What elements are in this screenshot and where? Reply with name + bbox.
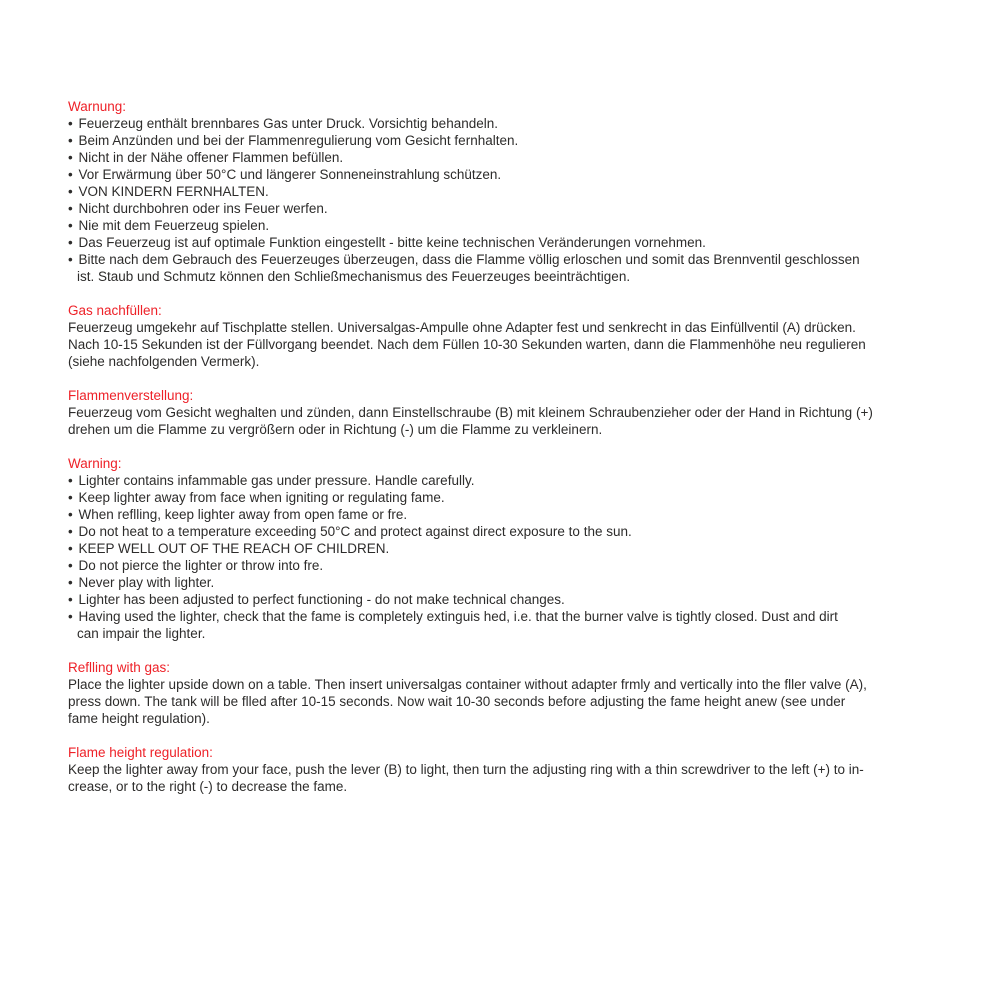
- paragraph: [68, 761, 938, 795]
- text-line: KEEP WELL OUT OF THE REACH OF CHILDREN.: [78, 541, 390, 556]
- text-line: VON KINDERN FERNHALTEN.: [78, 184, 269, 199]
- bullet-item: [68, 115, 938, 132]
- bullet-item: [68, 132, 938, 149]
- text-line: Keep the lighter away from your face, push the lever (B) to light, then turn the adjusting ring with a thin screwdriver to the left (+) to in-: [68, 762, 864, 777]
- text-line: press down. The tank will be flled after 10-15 seconds. Now wait 10-30 seconds before adjusting the fame height anew (see under: [68, 694, 846, 709]
- section-heading: Flame height regulation:: [68, 745, 213, 760]
- bullet-icon: •: [68, 592, 79, 607]
- text-line: Do not pierce the lighter or throw into fre.: [78, 558, 324, 573]
- text-line: Feuerzeug enthält brennbares Gas unter Druck. Vorsichtig behandeln.: [78, 116, 498, 131]
- text-line: Place the lighter upside down on a table. Then insert universalgas container without adapter frmly and vertically into the fller valve (A),: [68, 677, 867, 692]
- bullet-icon: •: [68, 507, 79, 522]
- section-heading: Reflling with gas:: [68, 660, 171, 675]
- bullet-item: [68, 523, 938, 540]
- bullet-icon: •: [68, 252, 79, 267]
- text-line: drehen um die Flamme zu vergrößern oder in Richtung (-) um die Flamme zu verkleinern.: [68, 422, 603, 437]
- bullet-icon: •: [68, 218, 79, 233]
- text-line: Vor Erwärmung über 50°C und längerer Sonneneinstrahlung schützen.: [78, 167, 502, 182]
- text-line: crease, or to the right (-) to decrease the fame.: [68, 779, 348, 794]
- text-line: can impair the lighter.: [77, 626, 206, 641]
- bullet-item: [68, 200, 938, 217]
- text-line: Do not heat to a temperature exceeding 50°C and protect against direct exposure to the sun.: [78, 524, 632, 539]
- bullet-item: [68, 472, 938, 489]
- section-heading: Warning:: [68, 456, 122, 471]
- text-line: Beim Anzünden und bei der Flammenregulierung vom Gesicht fernhalten.: [78, 133, 519, 148]
- bullet-icon: •: [68, 473, 79, 488]
- section-refilling-with-gas-en: [68, 659, 938, 727]
- section-heading: Warnung:: [68, 99, 127, 114]
- bullet-icon: •: [68, 133, 79, 148]
- bullet-icon: •: [68, 116, 79, 131]
- bullet-icon: •: [68, 235, 79, 250]
- bullet-icon: •: [68, 167, 79, 182]
- bullet-item: [68, 557, 938, 574]
- bullet-item: [68, 149, 938, 166]
- text-line: Having used the lighter, check that the fame is completely extinguis hed, i.e. that the burner valve is tightly closed. Dust and dirt: [78, 609, 838, 624]
- bullet-icon: •: [68, 575, 79, 590]
- section-heading: Flammenverstellung:: [68, 388, 194, 403]
- bullet-icon: •: [68, 558, 79, 573]
- bullet-item: [68, 234, 938, 251]
- bullet-icon: •: [68, 150, 79, 165]
- bullet-item: [68, 489, 938, 506]
- bullet-item: [68, 506, 938, 523]
- paragraph: [68, 676, 938, 727]
- bullet-icon: •: [68, 541, 79, 556]
- paragraph: [68, 404, 938, 438]
- text-line: Lighter contains infammable gas under pressure. Handle carefully.: [78, 473, 475, 488]
- section-gas-nachfuellen-de: [68, 302, 938, 370]
- text-line: Never play with lighter.: [78, 575, 215, 590]
- bullet-item: [68, 608, 938, 642]
- section-warning-en: [68, 455, 938, 642]
- section-flammenverstellung-de: [68, 387, 938, 438]
- bullet-item: [68, 217, 938, 234]
- text-line: (siehe nachfolgenden Vermerk).: [68, 354, 260, 369]
- text-line: Nicht in der Nähe offener Flammen befüllen.: [78, 150, 344, 165]
- section-warnung-de: [68, 98, 938, 285]
- bullet-item: [68, 574, 938, 591]
- text-line: ist. Staub und Schmutz können den Schließmechanismus des Feuerzeuges beeinträchtigen.: [77, 269, 631, 284]
- text-line: Lighter has been adjusted to perfect functioning - do not make technical changes.: [78, 592, 565, 607]
- text-line: Nicht durchbohren oder ins Feuer werfen.: [78, 201, 328, 216]
- text-line: When reflling, keep lighter away from open fame or fre.: [78, 507, 408, 522]
- text-line: Das Feuerzeug ist auf optimale Funktion eingestellt - bitte keine technischen Veränderungen vornehmen.: [78, 235, 706, 250]
- bullet-icon: •: [68, 490, 79, 505]
- bullet-item: [68, 183, 938, 200]
- bullet-item: [68, 166, 938, 183]
- text-line: Nach 10-15 Sekunden ist der Füllvorgang beendet. Nach dem Füllen 10-30 Sekunden warten, dann die Flammenhöhe neu regulieren: [68, 337, 866, 352]
- text-line: Bitte nach dem Gebrauch des Feuerzeuges überzeugen, dass die Flamme völlig erloschen und somit das Brennventil geschlossen: [78, 252, 860, 267]
- section-heading: Gas nachfüllen:: [68, 303, 162, 318]
- text-line: Nie mit dem Feuerzeug spielen.: [78, 218, 270, 233]
- paragraph: [68, 319, 938, 370]
- section-flame-height-regulation-en: [68, 744, 938, 795]
- bullet-icon: •: [68, 201, 79, 216]
- text-line: Feuerzeug umgekehr auf Tischplatte stellen. Universalgas-Ampulle ohne Adapter fest und senkrecht in das Einfüllventil (A) drücken.: [68, 320, 856, 335]
- bullet-icon: •: [68, 609, 79, 624]
- text-line: fame height regulation).: [68, 711, 210, 726]
- text-line: Keep lighter away from face when igniting or regulating fame.: [78, 490, 445, 505]
- bullet-item: [68, 540, 938, 557]
- text-line: Feuerzeug vom Gesicht weghalten und zünden, dann Einstellschraube (B) mit kleinem Schraubenzieher oder der Hand in Richtung (+): [68, 405, 873, 420]
- bullet-item: [68, 591, 938, 608]
- bullet-icon: •: [68, 524, 79, 539]
- bullet-icon: •: [68, 184, 79, 199]
- bullet-item: [68, 251, 938, 285]
